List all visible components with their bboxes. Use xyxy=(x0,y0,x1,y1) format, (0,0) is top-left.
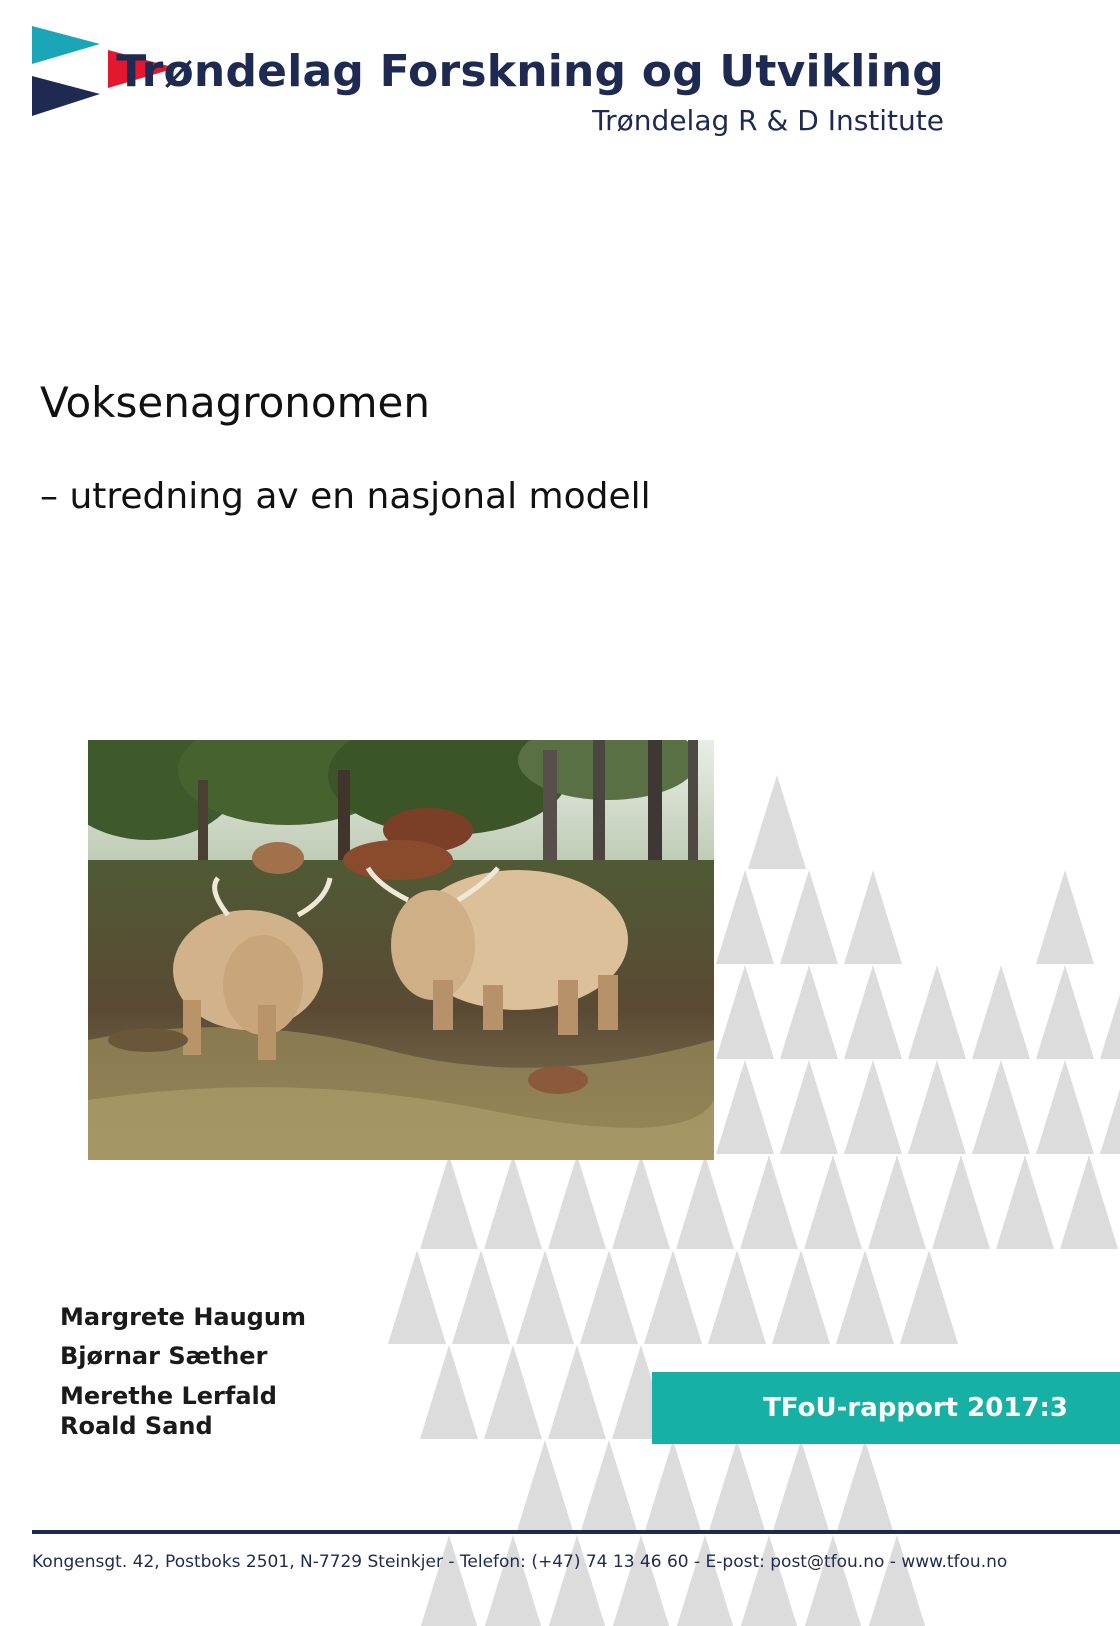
pattern-triangle xyxy=(452,1250,510,1344)
pattern-triangle xyxy=(484,1155,542,1249)
pattern-triangle xyxy=(484,1345,542,1439)
pattern-triangle xyxy=(708,1440,766,1534)
pattern-triangle xyxy=(1100,965,1120,1059)
pattern-triangle xyxy=(388,1250,446,1344)
pattern-triangle xyxy=(836,1440,894,1534)
pattern-triangle xyxy=(844,1060,902,1154)
pattern-triangle xyxy=(932,1155,990,1249)
cover-photo xyxy=(88,740,714,1160)
pattern-triangle xyxy=(972,965,1030,1059)
pattern-triangle xyxy=(1036,965,1094,1059)
pattern-triangle xyxy=(420,1155,478,1249)
pattern-triangle xyxy=(844,965,902,1059)
pattern-triangle xyxy=(836,1250,894,1344)
pattern-triangle xyxy=(740,1535,798,1626)
pattern-triangle xyxy=(972,1060,1030,1154)
author-name: Merethe Lerfald xyxy=(60,1382,277,1410)
pattern-triangle xyxy=(644,1440,702,1534)
pattern-triangle xyxy=(548,1345,606,1439)
pattern-triangle xyxy=(612,1155,670,1249)
logo-navy-flag xyxy=(32,76,100,116)
pattern-triangle xyxy=(580,1250,638,1344)
pattern-triangle xyxy=(772,1250,830,1344)
pattern-triangle xyxy=(1100,1060,1120,1154)
pattern-triangle xyxy=(644,1250,702,1344)
pattern-triangle xyxy=(900,1250,958,1344)
pattern-triangle xyxy=(516,1440,574,1534)
pattern-triangle xyxy=(676,1535,734,1626)
pattern-triangle xyxy=(580,1440,638,1534)
pattern-triangle xyxy=(740,1155,798,1249)
pattern-triangle xyxy=(1060,1155,1118,1249)
author-list xyxy=(60,1302,306,1441)
pattern-triangle xyxy=(748,775,806,869)
pattern-triangle xyxy=(844,870,902,964)
report-subtitle: – utredning av en nasjonal modell xyxy=(40,476,651,517)
pattern-triangle xyxy=(780,1060,838,1154)
pattern-triangle xyxy=(908,1060,966,1154)
pattern-triangle xyxy=(1036,870,1094,964)
pattern-triangle xyxy=(780,870,838,964)
pattern-triangle xyxy=(716,965,774,1059)
organization-name-english: Trøndelag R & D Institute xyxy=(592,104,944,137)
report-number-badge xyxy=(652,1372,1120,1444)
report-number-label: TFoU-rapport 2017:3 xyxy=(763,1393,1068,1423)
pattern-triangle xyxy=(420,1345,478,1439)
pattern-triangle xyxy=(548,1535,606,1626)
organization-name: Trøndelag Forskning og Utvikling xyxy=(116,46,944,97)
report-title: Voksenagronomen xyxy=(40,378,430,427)
pattern-triangle xyxy=(772,1440,830,1534)
pattern-triangle xyxy=(516,1250,574,1344)
pattern-triangle xyxy=(780,965,838,1059)
pattern-triangle xyxy=(996,1155,1054,1249)
author-name: Margrete Haugum xyxy=(60,1303,306,1331)
pattern-triangle xyxy=(484,1535,542,1626)
pattern-triangle xyxy=(548,1155,606,1249)
author-name: Roald Sand xyxy=(60,1412,213,1440)
highland-cattle-photo xyxy=(88,740,714,1160)
pattern-triangle xyxy=(804,1535,862,1626)
footer-divider xyxy=(32,1530,1120,1534)
pattern-triangle xyxy=(804,1155,862,1249)
pattern-triangle xyxy=(612,1535,670,1626)
pattern-triangle xyxy=(868,1535,926,1626)
pattern-triangle xyxy=(868,1155,926,1249)
pattern-triangle xyxy=(716,870,774,964)
pattern-triangle xyxy=(708,1250,766,1344)
pattern-triangle xyxy=(1036,1060,1094,1154)
pattern-triangle xyxy=(908,965,966,1059)
pattern-triangle xyxy=(420,1535,478,1626)
footer-contact: Kongensgt. 42, Postboks 2501, N-7729 Steinkjer - Telefon: (+47) 74 13 46 60 - E-post: post@tfou.no - www.tfou.no xyxy=(32,1552,1008,1572)
author-name: Bjørnar Sæther xyxy=(60,1342,268,1370)
pattern-triangle xyxy=(676,1155,734,1249)
pattern-triangle xyxy=(716,1060,774,1154)
logo-teal-flag xyxy=(32,26,100,64)
